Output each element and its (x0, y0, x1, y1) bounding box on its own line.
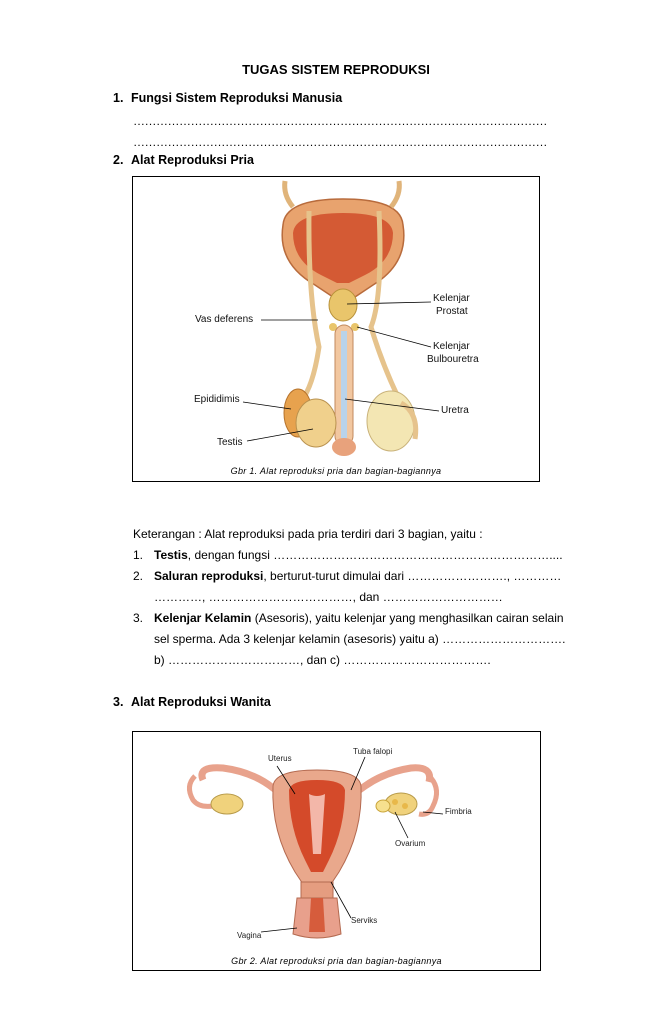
section-1-label: Fungsi Sistem Reproduksi Manusia (131, 91, 343, 105)
female-reproductive-illustration (133, 732, 540, 970)
label-uterus: Uterus (268, 754, 292, 763)
label-kelenjar-bulbouretra-1: Kelenjar (433, 341, 470, 352)
label-fimbria: Fimbria (445, 807, 472, 816)
female-reproductive-figure (132, 731, 541, 971)
label-kelenjar-prostat-1: Kelenjar (433, 293, 470, 304)
item-1-text: , dengan fungsi …………………………………………………………….... (187, 548, 563, 562)
label-kelenjar-prostat-2: Prostat (436, 306, 468, 317)
answer-line-2: ……………………………………………………………………………………………… (133, 135, 547, 149)
figure-2-caption: Gbr 2. Alat reproduksi pria dan bagian-bagiannya (231, 956, 442, 966)
item-3-continuation: sel sperma. Ada 3 kelenjar kelamin (asesoris) yaitu a) …………………………. (154, 632, 566, 646)
section-2-label: Alat Reproduksi Pria (131, 153, 254, 167)
label-ovarium: Ovarium (395, 839, 426, 848)
item-2-bold: Saluran reproduksi (154, 569, 264, 583)
item-3-bold: Kelenjar Kelamin (154, 611, 252, 625)
label-testis: Testis (217, 437, 243, 448)
answer-line-1: ……………………………………………………………………………………………… (133, 114, 547, 128)
label-serviks: Serviks (351, 916, 378, 925)
page-title: TUGAS SISTEM REPRODUKSI (242, 62, 430, 77)
keterangan-intro: Keterangan : Alat reproduksi pada pria terdiri dari 3 bagian, yaitu : (133, 527, 483, 541)
section-1-number: 1. (113, 91, 124, 105)
label-vagina: Vagina (237, 931, 262, 940)
keterangan-item-1 (133, 545, 573, 566)
label-tuba-falopi: Tuba falopi (353, 747, 393, 756)
item-2-text: , berturut-turut dimulai dari ……………………., ………… (263, 569, 562, 583)
item-2-number: 2. (133, 569, 144, 583)
section-2-number: 2. (113, 153, 124, 167)
label-vas-deferens: Vas deferens (195, 314, 254, 325)
section-3-number: 3. (113, 695, 124, 709)
item-1-number: 1. (133, 548, 144, 562)
item-2-continuation: …………, ………………………………, dan ………………………… (154, 590, 503, 604)
item-1-bold: Testis (154, 548, 188, 562)
label-uretra: Uretra (441, 405, 469, 416)
keterangan-item-2 (133, 566, 573, 608)
item-3-continuation-2: b) ……………………………, dan c) ………………………………. (154, 653, 491, 667)
item-3-number: 3. (133, 611, 144, 625)
label-epididimis: Epididimis (194, 394, 240, 405)
keterangan-item-3 (133, 608, 573, 671)
item-3-text: (Asesoris), yaitu kelenjar yang menghasilkan cairan selain (251, 611, 564, 625)
male-reproductive-illustration (133, 177, 539, 481)
male-reproductive-figure (132, 176, 540, 482)
section-3-label: Alat Reproduksi Wanita (131, 695, 271, 709)
figure-1-caption: Gbr 1. Alat reproduksi pria dan bagian-bagiannya (230, 466, 442, 476)
label-kelenjar-bulbouretra-2: Bulbouretra (427, 354, 479, 365)
